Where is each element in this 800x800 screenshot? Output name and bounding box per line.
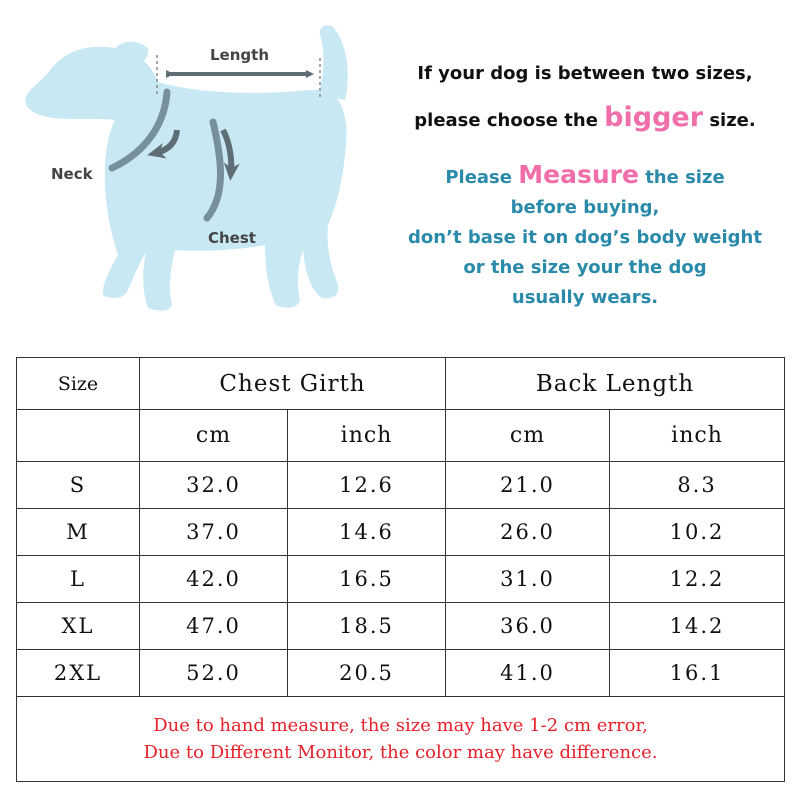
table-row (17, 603, 785, 650)
measure-line1 (385, 160, 785, 193)
measure-line2: before buying, (510, 197, 660, 218)
measure-line1-post: the size (638, 167, 725, 188)
back-cm-cell: 31.0 (446, 556, 610, 603)
between-sizes-line1: If your dog is between two sizes, (417, 63, 753, 84)
length-label: Length (210, 46, 269, 64)
dog-measurement-diagram (0, 0, 385, 330)
measure-line5: usually wears. (511, 287, 659, 308)
chest-cm-cell: 42.0 (140, 556, 288, 603)
between-sizes-line2-post: size. (703, 110, 756, 131)
back-inch-cell: 8.3 (610, 462, 785, 509)
back-inch-cell: 14.2 (610, 603, 785, 650)
size-header: Size (17, 358, 140, 410)
chest-inch-cell: 20.5 (288, 650, 446, 697)
table-row (17, 556, 785, 603)
back-inch-unit: inch (610, 410, 785, 462)
between-sizes-line2 (385, 96, 785, 143)
back-inch-cell: 16.1 (610, 650, 785, 697)
back-cm-cell: 36.0 (446, 603, 610, 650)
disclaimer-cell (17, 697, 785, 782)
disclaimer-line1: Due to hand measure, the size may have 1-2 cm error, (153, 715, 648, 736)
chest-inch-cell: 12.6 (288, 462, 446, 509)
back-inch-cell: 12.2 (610, 556, 785, 603)
bigger-highlight: bigger (604, 102, 704, 133)
table-row (17, 509, 785, 556)
chest-cm-unit: cm (140, 410, 288, 462)
size-cell: 2XL (17, 650, 140, 697)
chest-inch-unit: inch (288, 410, 446, 462)
size-cell: L (17, 556, 140, 603)
table-note-row (17, 697, 785, 782)
measure-note (385, 160, 785, 313)
chest-inch-cell: 14.6 (288, 509, 446, 556)
size-cell: S (17, 462, 140, 509)
size-chart-table (16, 357, 785, 782)
table-row (17, 462, 785, 509)
chest-label: Chest (208, 229, 256, 247)
back-cm-cell: 41.0 (446, 650, 610, 697)
chest-girth-header: Chest Girth (140, 358, 446, 410)
chest-cm-cell: 52.0 (140, 650, 288, 697)
measure-line3: don’t base it on dog’s body weight (408, 227, 762, 248)
table-row (17, 650, 785, 697)
table-units-row (17, 410, 785, 462)
chest-inch-cell: 16.5 (288, 556, 446, 603)
back-cm-cell: 21.0 (446, 462, 610, 509)
chest-inch-cell: 18.5 (288, 603, 446, 650)
back-length-header: Back Length (446, 358, 785, 410)
back-cm-unit: cm (446, 410, 610, 462)
disclaimer-line2: Due to Different Monitor, the color may have difference. (143, 742, 658, 763)
measure-highlight: Measure (518, 160, 639, 189)
chest-cm-cell: 32.0 (140, 462, 288, 509)
units-blank-cell (17, 410, 140, 462)
between-sizes-line2-pre: please choose the (414, 110, 605, 131)
back-cm-cell: 26.0 (446, 509, 610, 556)
chest-cm-cell: 37.0 (140, 509, 288, 556)
back-inch-cell: 10.2 (610, 509, 785, 556)
size-cell: M (17, 509, 140, 556)
size-cell: XL (17, 603, 140, 650)
measure-line4: or the size your the dog (463, 257, 707, 278)
table-header-row (17, 358, 785, 410)
measure-line1-pre: Please (445, 167, 519, 188)
between-sizes-note (385, 52, 785, 143)
neck-label: Neck (51, 165, 93, 183)
chest-cm-cell: 47.0 (140, 603, 288, 650)
